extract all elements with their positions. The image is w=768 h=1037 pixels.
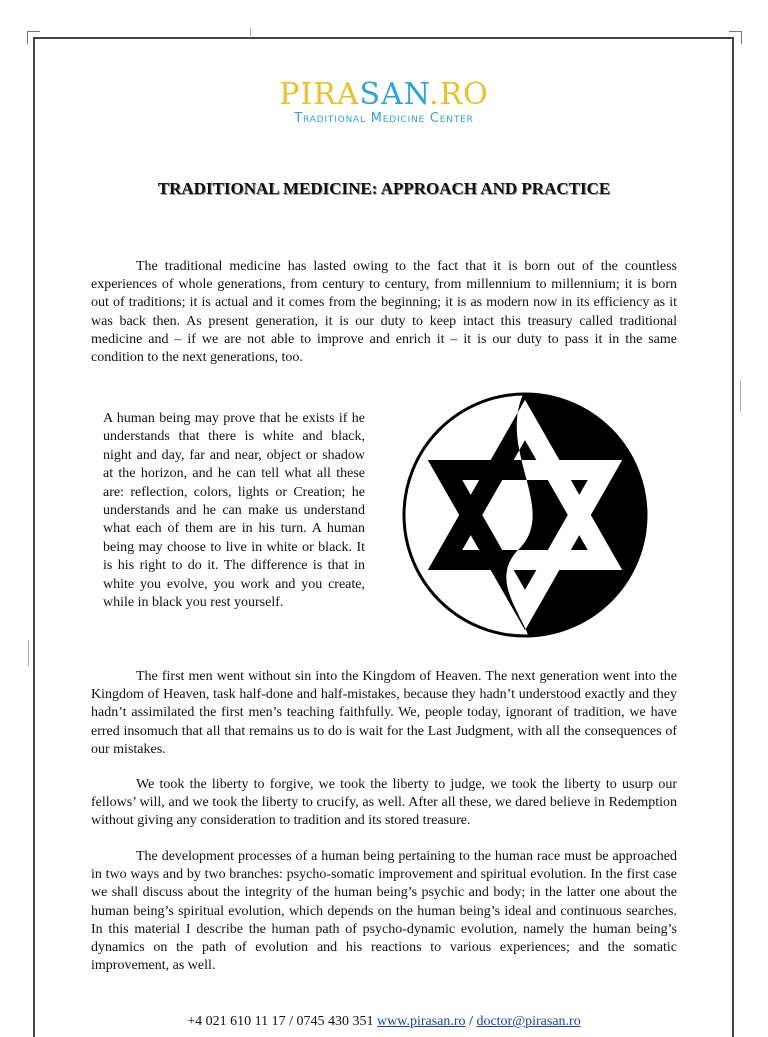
brand-part-2: SAN: [359, 77, 430, 112]
paragraph-4-text: The development processes of a human being pertaining to the human race must be approached in two ways and by two branches: psycho-somatic improvement and spiritual evolution. In the first case we shall discuss about the integrity of the human being’s psychic and body; in the latter one about the human being’s spiritual evolution, which depends on the human being’s ideal and continuous searches. In this material I describe the human path of psycho-dynamic evolution, namely the human being’s dynamics on the path of evolution and his reactions to various experiences; and the somatic improvement, as well.: [91, 849, 677, 974]
page-tick-mark: [28, 640, 29, 666]
star-of-david-emblem-icon: [400, 390, 650, 640]
paragraph-3-text: We took the liberty to forgive, we took the liberty to judge, we took the liberty to usurp our fellows’ will, and we took the liberty to crucify, as well. After all these, we dared believe in Redemption without giving any consideration to tradition and its stored treasure.: [91, 777, 677, 829]
brand-logo: [0, 78, 768, 112]
footer-phone: +4 021 610 11 17 / 0745 430 351: [187, 1014, 374, 1029]
footer-contact: [0, 1014, 768, 1030]
page-tick-mark: [740, 380, 741, 412]
brand-tagline: Traditional Medicine Center: [294, 111, 474, 126]
website-link[interactable]: www.pirasan.ro: [377, 1014, 466, 1029]
brand-part-1: PIRA: [279, 77, 360, 112]
paragraph-1: [91, 258, 677, 367]
corner-mark-top-right: [729, 31, 742, 44]
page-tick-mark: [250, 28, 251, 36]
side-text-block: A human being may prove that he exists if he understands that there is white and black, night and day, far and near, object or shadow at the horizon, and he can tell what all these are: reflection, colors, lights or Creation; he understands and he can make us understand what each of them are in his turn. A human being may choose to live in white or black. It is his right to do it. The difference is that in white you evolve, you work and you create, while in black you rest yourself.: [103, 411, 365, 611]
brand-part-3: .RO: [429, 77, 489, 112]
paragraph-2: [91, 668, 677, 759]
paragraph-4: [91, 848, 677, 975]
paragraph-1-text: The traditional medicine has lasted owing to the fact that it is born out of the countless experiences of whole generations, from century to century, from millennium to millennium; it is born out of traditions; it is actual and it comes from the beginning; it is as modern now in its efficiency as it was back then. As present generation, it is our duty to keep intact this treasury called traditional medicine and – if we are not able to improve and enrich it – it is our duty to pass it in the same condition to the next generations, too.: [91, 259, 677, 366]
paragraph-3: [91, 776, 677, 831]
corner-mark-top-left: [27, 31, 40, 44]
paragraph-2-text: The first men went without sin into the Kingdom of Heaven. The next generation went into the Kingdom of Heaven, task half-done and half-mistakes, because they hadn’t understood exactly and they hadn’t assimilated the first men’s teaching faithfully. We, people today, ignorant of tradition, we have erred insomuch that all that remains us to do is wait for the Last Judgment, with all the consequences of our mistakes.: [91, 669, 677, 757]
footer-separator: /: [469, 1014, 473, 1029]
document-title: TRADITIONAL MEDICINE: APPROACH AND PRACTICE: [157, 179, 611, 198]
email-link[interactable]: doctor@pirasan.ro: [476, 1014, 581, 1029]
